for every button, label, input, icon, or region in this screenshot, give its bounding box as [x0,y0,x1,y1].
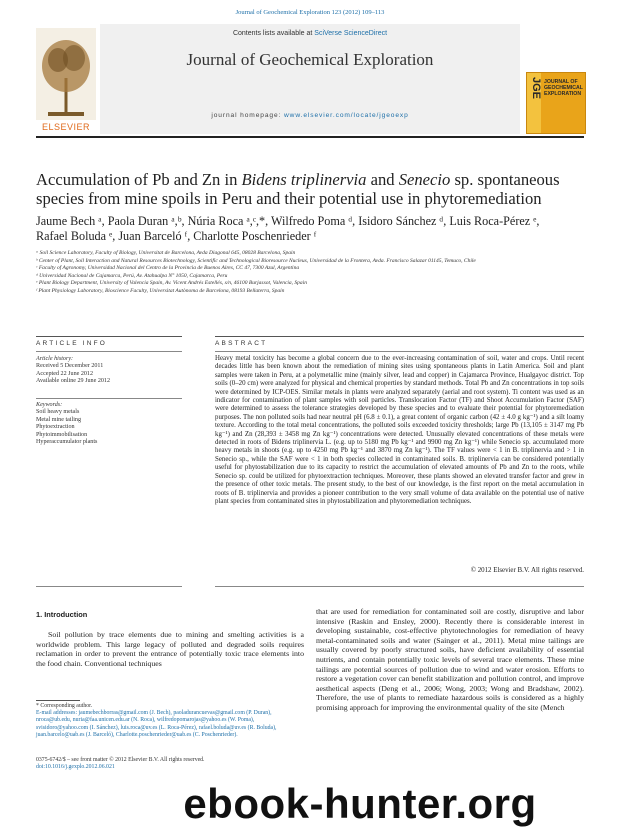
body-column-right: that are used for remediation for contaminated soil are costly, disruptive and labor intensive (Raskin and Ensley, 2000). Recently there is considerable interest in developing sustainable, cost-effective phytotechnologies for remediation of heavy metal-contaminated soils and water (Sainger et al., 2011). Metal mine tailings are usually covered by poorly structured soils, have deficient availability of essential nutrients, and contain potentially toxic levels of several trace elements. These mine tailings are potential sources of pollution due to wind and water erosion. Efforts to restore a vegetation cover can benefit stabilization and pollution control, and improve aesthetical aspects (Deng et al., 2006; Wong, 2003; Wong and Bradshaw, 2002). Therefore, the use of plants to remediate hazardous soils is considered as a highly promising approach for improving the environmental quality of the site (Mench [316,607,584,712]
copyright-notice: © 2012 Elsevier B.V. All rights reserved. [470,567,584,574]
abstract-label: ABSTRACT [215,340,268,347]
keyword-item: Phytoimmobilisation [36,431,88,438]
journal-citation: Journal of Geochemical Exploration 123 (2012) 109–113 [235,9,385,16]
affiliation-d: ᵈ Universidad Nacional de Cajamarca, Perú, Av. Atahualpa N° 1050, Cajamarca, Peru [36,272,228,279]
keyword-item: Hyperaccumulator plants [36,439,98,446]
abstract-text: Heavy metal toxicity has become a global concern due to the ever-increasing contamination of soil, water and crops. Until recent decades little has been known about the remediation of mining sites using spontaneous plants in Latin America. Soil and plant samples were taken in Peru, at a polymetallic mine (mainly silver, lead and copper) in Cajamarca Province, Hualgayoc district. Top soils (0–20 cm) were analyzed for physical and chemical properties by standard methods. Total Pb and Zn concentrations in top soils were determined by ICP-OES. Similar metals in plants were analyzed separately (aerial and root system). Ti content was used as an indicator for contamination of plant samples with soil particles. Translocation Factor (TF) and Shoot Accumulation Factor (SAF) were determined to assess the tolerance strategies developed by these species and to evaluate their potential for phytoremediation purposes. The non polluted soils had near neutral pH (6.8 ± 0.1), a great content of organic carbon (42 ± 4.0 g kg⁻¹) and a silt loamy texture. According to the total metal concentrations, the polluted soils exceeded toxicity thresholds; large Pb (13,105 ± 3147 mg Pb kg⁻¹) and Zn (28,393 ± 3458 mg Zn kg⁻¹) concentrations were detected. Unusually elevated concentrations of these metals were detected in roots of Bidens triplinervia L. (e.g. up to 5180 mg Pb kg⁻¹ and 9900 mg Zn kg⁻¹) while Senecio sp. accumulated more heavy metals in shoots (e.g. up to 4250 mg Pb kg⁻¹ and 3870 mg Zn kg⁻¹). The TF values were < 1 in B. triplinervia and > 1 in Senecio sp., while the SAF were < 1 in both species collected in contaminated soils. B. triplinervia can be considered potentially useful for phytostabilization due to its capacity to restrict the accumulation of elevated amounts of Pb and Zn to the roots, while Senecio sp. could be utilized for phytoextraction techniques. Moreover, these plants showed an elevated transfer factor and grew in the presence of other toxic metals. The present study, to the best of our knowledge, is the first report on the metal accumulation in roots of B. triplinervia and provides a pioneer contribution to the very small volume of data available on the potential use of native plant species from contaminated sites in phytostabilization and phytoremediation techniques. [215,355,584,505]
publisher-name: ELSEVIER [41,122,91,132]
keywords: Keywords: Soil heavy metals Metal mine tailing Phytoextraction Phytoimmobilisation Hyperaccumulator plants [36,402,182,446]
article-title: Accumulation of Pb and Zn in Bidens triplinervia and Senecio sp. spontaneous species from mine spoils in Peru and their potential use in phytoremediation [36,170,560,208]
keyword-item: Phytoextraction [36,424,75,431]
affiliation-c: ᶜ Faculty of Agronomy, Universidad Nacional del Centro de la Provincia de Buenos Aires, CC 47, 7300 Azul, Argentina [36,265,300,271]
affiliation-f: ᶠ Plant Physiology Laboratory, Bioscience Faculty, Universitat Autònoma de Barcelona, 08193 Bellaterra, Spain [36,287,285,294]
affiliation-e: ᵉ Plant Biology Department, University of Valencia Spain, Av. Vicent Andrés Estellés, s/n, 46100 Burjassot, Valencia, Spain [36,280,307,286]
header-rule [36,136,584,138]
cover-text: JOURNAL OF GEOCHEMICAL EXPLORATION [544,79,583,97]
footnotes [36,703,304,739]
journal-homepage: journal homepage: www.elsevier.com/locate/jgeoexp [211,112,409,119]
affiliation-list [36,250,596,295]
issn-line: 0375-6742/$ – see front matter © 2012 Elsevier B.V. All rights reserved. [36,757,205,763]
authors-line-2: Rafael Boluda ᵉ, Juan Barceló ᶠ, Charlotte Poschenrieder ᶠ [36,229,317,243]
online-date: Available online 29 June 2012 [36,378,111,385]
watermark-text: ebook-hunter.org [183,780,537,827]
email-addresses[interactable]: E-mail addresses: jaumebechborras@gmail.com (J. Bech), paoladurancuevas@gmail.com (P. Duran), nroca@ub.edu, nuria@faa.unicen.edu.ar (N. Roca), wilfredopomarojas@yahoo.es (W. Poma), svisidoro@yahoo.com (I. Sánchez), luis.roca@uv.es (L. Roca-Pérez), rafael.boluda@uv.es (R. Boluda), juan.barcelo@uab.es (J. Barceló), Charlotte.poschenrieder@uab.es (C. Poschenrieder). [36,710,277,738]
article-info-label: ARTICLE INFO [36,340,108,347]
issn-doi [36,757,304,771]
affiliation-b: ᵇ Center of Plant, Soil Interaction and Natural Resources Biotechnology, Scientific and Technological Bioresource Nucleus, Universidad de la Frontera, Avda. Francisco Salazar 01145, Temuco, Chile [36,257,476,264]
sciencedirect-link[interactable]: SciVerse ScienceDirect [314,30,388,37]
section-heading: 1. Introduction [36,610,88,619]
received-date: Received 5 December 2011 [36,363,104,370]
corresponding-author-note: * Corresponding author. [36,703,93,709]
elsevier-tree-icon [36,28,96,134]
author-list [36,214,596,244]
journal-title: Journal of Geochemical Exploration [186,50,434,69]
article-history: Article history: Received 5 December 2011 Accepted 22 June 2012 Available online 29 June 2012 [36,356,182,386]
journal-cover-image [526,72,586,134]
keyword-item: Soil heavy metals [36,409,80,416]
journal-homepage-link[interactable]: www.elsevier.com/locate/jgeoexp [284,112,409,119]
elsevier-logo [36,28,96,134]
accepted-date: Accepted 22 June 2012 [36,370,94,377]
cover-letters: JGE [530,77,542,100]
affiliation-a: ᵃ Soil Science Laboratory, Faculty of Biology, Universitat de Barcelona, Avda Diagonal 645, 08028 Barcelona, Spain [36,250,296,256]
keyword-item: Metal mine tailing [36,416,82,423]
authors-line-1: Jaume Bech ᵃ, Paola Duran ᵃ,ᵇ, Núria Roca ᵃ,ᶜ,*, Wilfredo Poma ᵈ, Isidoro Sánchez ᵈ, Luis Roca-Pérez ᵉ, [36,214,540,228]
body-column-left: Soil pollution by trace elements due to mining and smelting activities is a worldwide problem. This large legacy of polluted and degraded soils requires reclamation in order to prevent the entrance of potentially toxic trace elements into the food chain. Conventional techniques [36,630,304,668]
contents-line: Contents lists available at SciVerse ScienceDirect [232,30,388,37]
doi-link[interactable]: doi:10.1016/j.gexplo.2012.06.021 [36,764,115,771]
watermark-banner [100,782,620,826]
